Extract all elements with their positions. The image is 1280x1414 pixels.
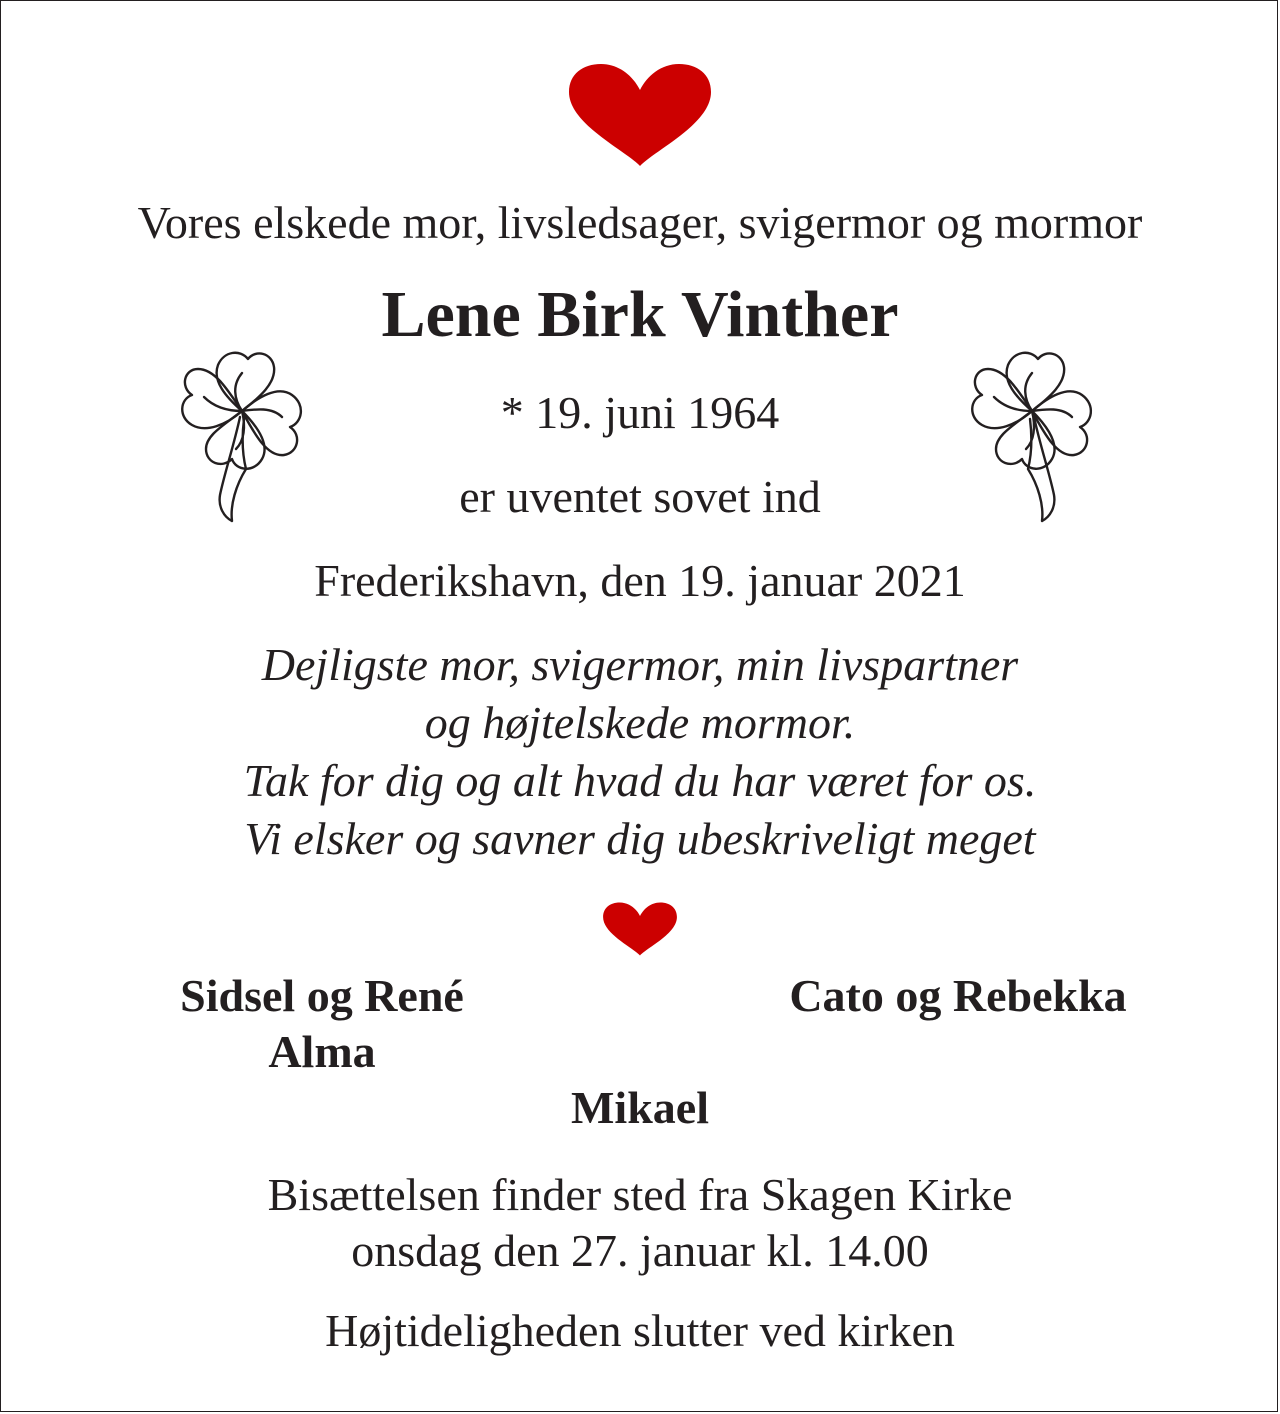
signer-name: Mikael — [571, 1082, 709, 1133]
signer-name: Alma — [268, 1026, 376, 1077]
intro-line: Vores elskede mor, livsledsager, svigermor og mormor — [137, 197, 1143, 248]
verse-line: Tak for dig og alt hvad du har været for os. — [243, 755, 1037, 806]
signer-name: Sidsel og René — [180, 970, 464, 1021]
verse-line: og højtelskede mormor. — [424, 697, 856, 748]
heart-icon — [601, 900, 679, 958]
deceased-name: Lene Birk Vinther — [381, 278, 899, 351]
funeral-line: onsdag den 27. januar kl. 14.00 — [351, 1225, 929, 1276]
signer-name: Cato og Rebekka — [789, 970, 1127, 1021]
heart-icon — [565, 62, 715, 168]
verse — [0, 636, 1280, 868]
verse-line: Vi elsker og savner dig ubeskriveligt meget — [244, 813, 1036, 864]
closing-line: Højtideligheden slutter ved kirken — [325, 1305, 955, 1356]
birth-date: * 19. juni 1964 — [500, 387, 780, 438]
verse-line: Dejligste mor, svigermor, min livspartner — [261, 639, 1019, 690]
funeral-details — [0, 1167, 1280, 1279]
funeral-line: Bisættelsen finder sted fra Skagen Kirke — [267, 1169, 1013, 1220]
place-and-date: Frederikshavn, den 19. januar 2021 — [314, 555, 966, 606]
passing-text: er uventet sovet ind — [459, 471, 821, 522]
